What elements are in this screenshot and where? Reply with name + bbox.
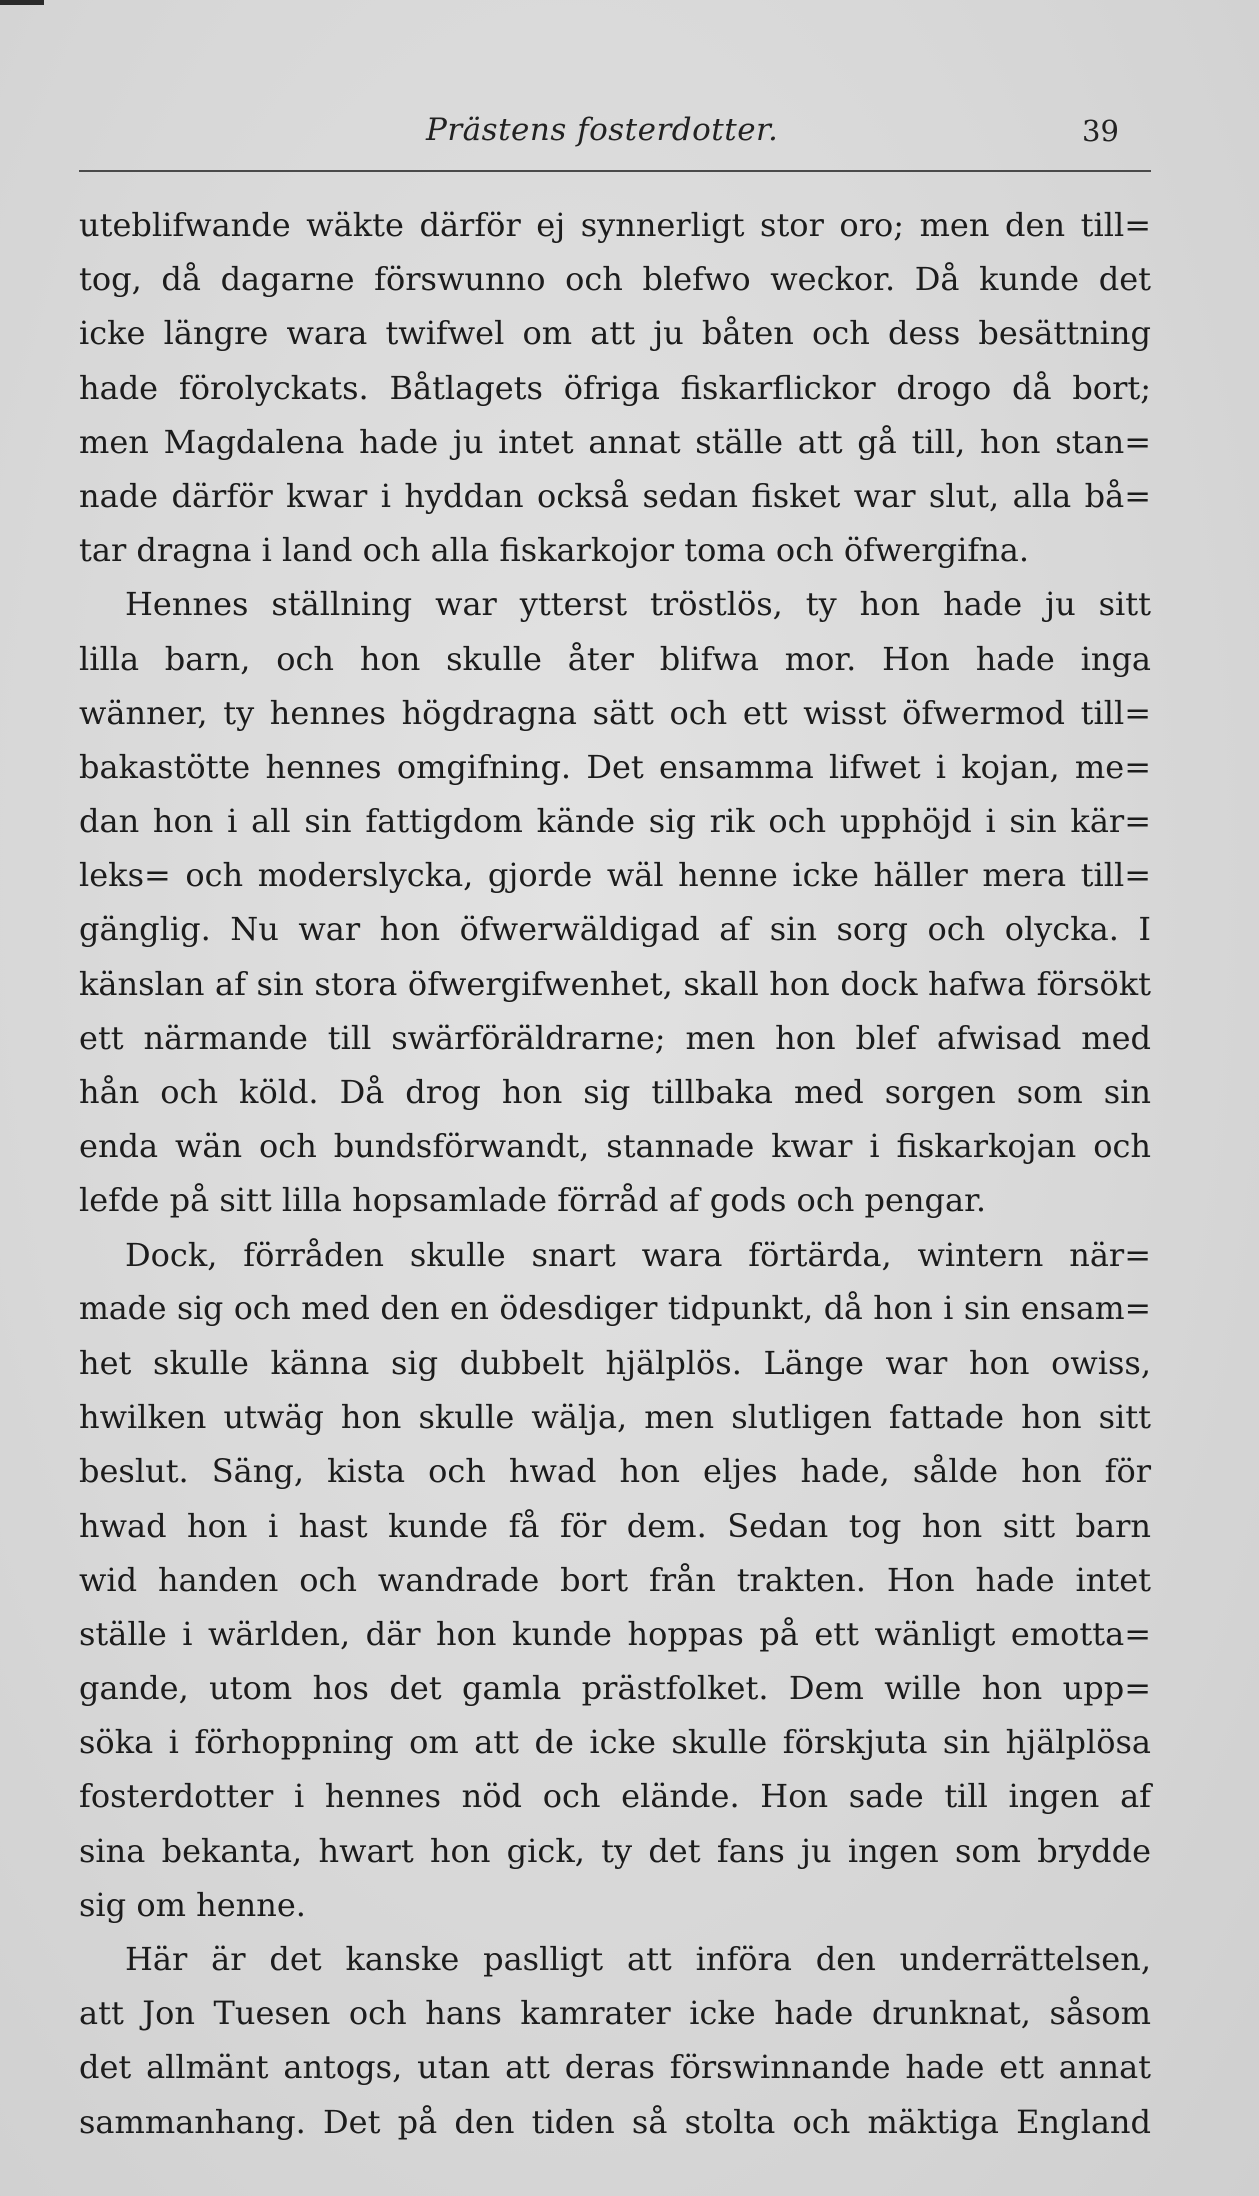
text-line: het skulle känna sig dubbelt hjälplös. Länge war hon owiss, (79, 1343, 1151, 1382)
text-line: wänner, ty hennes högdragna sätt och ett wisst öfwermod till= (79, 693, 1151, 732)
text-line: lilla barn, och hon skulle åter blifwa mor. Hon hade inga (79, 639, 1151, 678)
text-line: det allmänt antogs, utan att deras förswinnande hade ett annat (79, 2048, 1151, 2087)
text-line: tar dragna i land och alla fiskarkojor toma och öfwergifna. (79, 531, 1030, 570)
running-title: Prästens fosterdotter. (426, 112, 779, 148)
text-line: fosterdotter i hennes nöd och elände. Hon sade till ingen af (79, 1777, 1151, 1816)
text-line: bakastötte hennes omgifning. Det ensamma lifwet i kojan, me= (79, 747, 1151, 786)
text-line: dan hon i all sin fattigdom kände sig rik och upphöjd i sin kär= (79, 802, 1151, 841)
text-line: enda wän och bundsförwandt, stannade kwar i fiskarkojan och (79, 1127, 1151, 1166)
text-line: tog, då dagarne förswunno och blefwo weckor. Då kunde det (79, 260, 1151, 299)
text-line: wid handen och wandrade bort från trakten. Hon hade intet (79, 1560, 1151, 1599)
text-line: hån och köld. Då drog hon sig tillbaka med sorgen som sin (79, 1073, 1151, 1111)
text-line: sammanhang. Det på den tiden så stolta och mäktiga England (79, 2102, 1151, 2141)
text-line: sina bekanta, hwart hon gick, ty det fans ju ingen som brydde (79, 1831, 1151, 1870)
text-line: lefde på sitt lilla hopsamlade förråd af gods och pengar. (79, 1181, 987, 1220)
header-rule (79, 170, 1151, 172)
text-line: men Magdalena hade ju intet annat ställe att gå till, hon stan= (79, 422, 1151, 461)
text-line: ställe i wärlden, där hon kunde hoppas på ett wänligt emotta= (79, 1614, 1151, 1653)
text-line: känslan af sin stora öfwergifwenhet, skall hon dock hafwa försökt (79, 964, 1151, 1003)
text-line: icke längre wara twifwel om att ju båten och dess besättning (79, 314, 1151, 353)
text-line: söka i förhoppning om att de icke skulle förskjuta sin hjälplösa (79, 1723, 1151, 1762)
text-line: hwilken utwäg hon skulle wälja, men slutligen fattade hon sitt (79, 1398, 1151, 1437)
text-line: Dock, förråden skulle snart wara förtärda, wintern när= (125, 1235, 1151, 1274)
text-line: made sig och med den en ödesdiger tidpunkt, då hon i sin ensam= (79, 1290, 1151, 1327)
text-line: hade förolyckats. Båtlagets öfriga fiskarflickor drogo då bort; (79, 368, 1151, 407)
text-line: att Jon Tuesen och hans kamrater icke hade drunknat, såsom (79, 1994, 1151, 2033)
text-line: uteblifwande wäkte därför ej synnerligt stor oro; men den till= (79, 206, 1151, 244)
text-line: leks= och moderslycka, gjorde wäl henne icke häller mera till= (79, 856, 1151, 895)
scan-edge-mark (0, 0, 44, 5)
text-line: nade därför kwar i hyddan också sedan fisket war slut, alla bå= (79, 476, 1151, 515)
text-line: beslut. Säng, kista och hwad hon eljes hade, sålde hon för (79, 1452, 1151, 1491)
text-line: hwad hon i hast kunde få för dem. Sedan tog hon sitt barn (79, 1506, 1151, 1545)
page-number: 39 (1082, 114, 1119, 148)
page-header (0, 112, 1259, 168)
body-text (79, 198, 1151, 2149)
text-line: gande, utom hos det gamla prästfolket. Dem wille hon upp= (79, 1669, 1151, 1708)
text-line: Hennes ställning war ytterst tröstlös, ty hon hade ju sitt (125, 585, 1151, 624)
text-line: gänglig. Nu war hon öfwerwäldigad af sin sorg och olycka. I (79, 910, 1151, 949)
text-line: Här är det kanske paslligt att införa den underrättelsen, (125, 1940, 1151, 1978)
text-line: ett närmande till swärföräldrarne; men hon blef afwisad med (79, 1018, 1151, 1057)
text-line: sig om henne. (79, 1885, 306, 1924)
